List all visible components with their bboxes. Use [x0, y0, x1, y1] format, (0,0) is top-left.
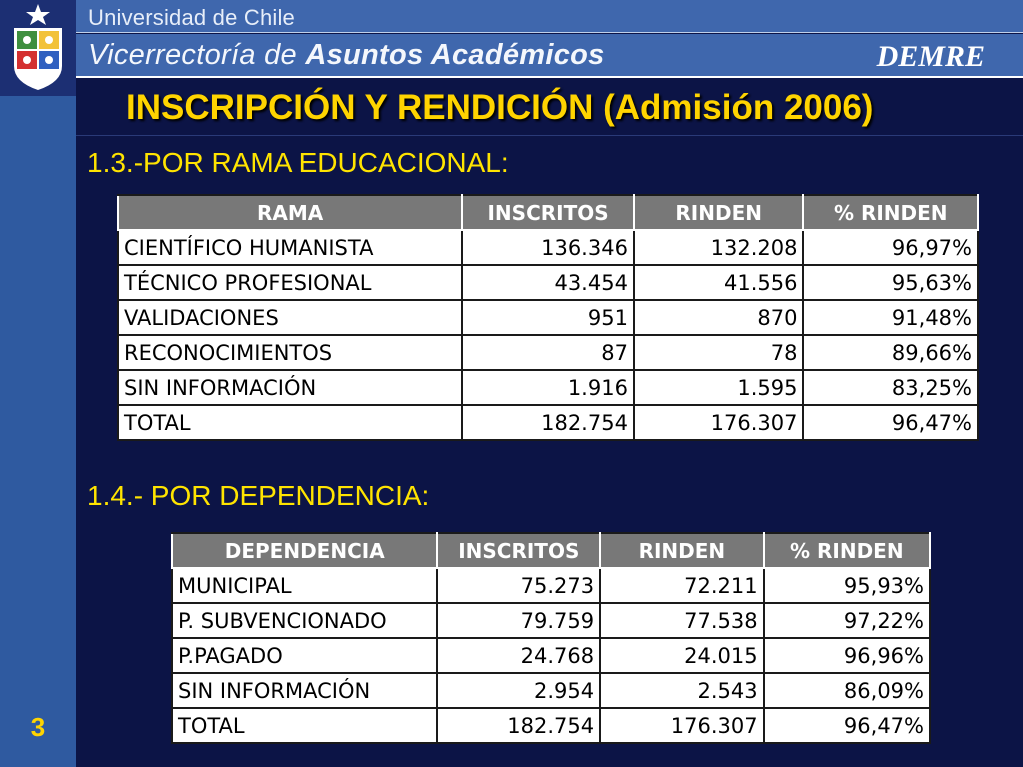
- left-sidebar: [0, 0, 76, 767]
- vicerrectoria-name: [88, 39, 605, 72]
- row-label: RECONOCIMIENTOS: [118, 335, 462, 370]
- org-name: DEMRE: [876, 40, 985, 73]
- table-cell: 176.307: [600, 708, 763, 743]
- table-row: [118, 300, 978, 335]
- column-header: INSCRITOS: [462, 195, 634, 230]
- table-cell: 78: [634, 335, 804, 370]
- row-label: TOTAL: [172, 708, 437, 743]
- university-crest-icon: [0, 0, 76, 96]
- table-row: [172, 603, 930, 638]
- table-cell: 176.307: [634, 405, 804, 440]
- table-cell: 951: [462, 300, 634, 335]
- table-cell: 86,09%: [764, 673, 930, 708]
- column-header: % RINDEN: [764, 533, 930, 568]
- table-row: [172, 673, 930, 708]
- vicerrectoria-light: Vicerrectoría de: [88, 39, 306, 71]
- table-cell: 96,96%: [764, 638, 930, 673]
- dependencia-table: [171, 532, 931, 744]
- row-label: SIN INFORMACIÓN: [118, 370, 462, 405]
- row-label: TOTAL: [118, 405, 462, 440]
- table-cell: 1.595: [634, 370, 804, 405]
- table-cell: 91,48%: [803, 300, 978, 335]
- table-cell: 72.211: [600, 568, 763, 603]
- table-row: [118, 335, 978, 370]
- table-cell: 83,25%: [803, 370, 978, 405]
- table-cell: 95,93%: [764, 568, 930, 603]
- vicerrectoria-bold: Asuntos Académicos: [305, 39, 605, 71]
- section-heading-dependencia: 1.4.- POR DEPENDENCIA:: [87, 480, 430, 511]
- table-cell: 2.543: [600, 673, 763, 708]
- table-row: [172, 638, 930, 673]
- header-university-bar: [76, 0, 1023, 33]
- table-cell: 136.346: [462, 230, 634, 265]
- page-title: INSCRIPCIÓN Y RENDICIÓN (Admisión 2006): [126, 88, 874, 127]
- table-cell: 182.754: [462, 405, 634, 440]
- row-label: TÉCNICO PROFESIONAL: [118, 265, 462, 300]
- table-row: [118, 265, 978, 300]
- table-cell: 77.538: [600, 603, 763, 638]
- table-row: [118, 405, 978, 440]
- row-label: P. SUBVENCIONADO: [172, 603, 437, 638]
- column-header: % RINDEN: [803, 195, 978, 230]
- row-label: SIN INFORMACIÓN: [172, 673, 437, 708]
- section-heading-rama: 1.3.-POR RAMA EDUCACIONAL:: [87, 147, 509, 178]
- rama-table: [117, 194, 979, 441]
- row-label: VALIDACIONES: [118, 300, 462, 335]
- table-cell: 41.556: [634, 265, 804, 300]
- row-label: P.PAGADO: [172, 638, 437, 673]
- university-name: Universidad de Chile: [88, 5, 295, 30]
- table-cell: 95,63%: [803, 265, 978, 300]
- table-cell: 1.916: [462, 370, 634, 405]
- row-label: MUNICIPAL: [172, 568, 437, 603]
- table-row: [172, 708, 930, 743]
- table-cell: 870: [634, 300, 804, 335]
- column-header: RINDEN: [634, 195, 804, 230]
- university-logo: [0, 0, 76, 96]
- table-header-row: [172, 533, 930, 568]
- table-header-row: [118, 195, 978, 230]
- table-cell: 24.015: [600, 638, 763, 673]
- table-cell: 96,47%: [764, 708, 930, 743]
- table-cell: 96,97%: [803, 230, 978, 265]
- table-cell: 2.954: [437, 673, 600, 708]
- table-row: [118, 230, 978, 265]
- page-number: 3: [30, 712, 46, 742]
- table-row: [118, 370, 978, 405]
- table-cell: 132.208: [634, 230, 804, 265]
- table-cell: 79.759: [437, 603, 600, 638]
- table-cell: 87: [462, 335, 634, 370]
- column-header: RAMA: [118, 195, 462, 230]
- column-header: RINDEN: [600, 533, 763, 568]
- table-cell: 24.768: [437, 638, 600, 673]
- table-cell: 89,66%: [803, 335, 978, 370]
- table-cell: 43.454: [462, 265, 634, 300]
- column-header: INSCRITOS: [437, 533, 600, 568]
- table-cell: 97,22%: [764, 603, 930, 638]
- column-header: DEPENDENCIA: [172, 533, 437, 568]
- table-cell: 96,47%: [803, 405, 978, 440]
- table-cell: 182.754: [437, 708, 600, 743]
- table-row: [172, 568, 930, 603]
- row-label: CIENTÍFICO HUMANISTA: [118, 230, 462, 265]
- table-cell: 75.273: [437, 568, 600, 603]
